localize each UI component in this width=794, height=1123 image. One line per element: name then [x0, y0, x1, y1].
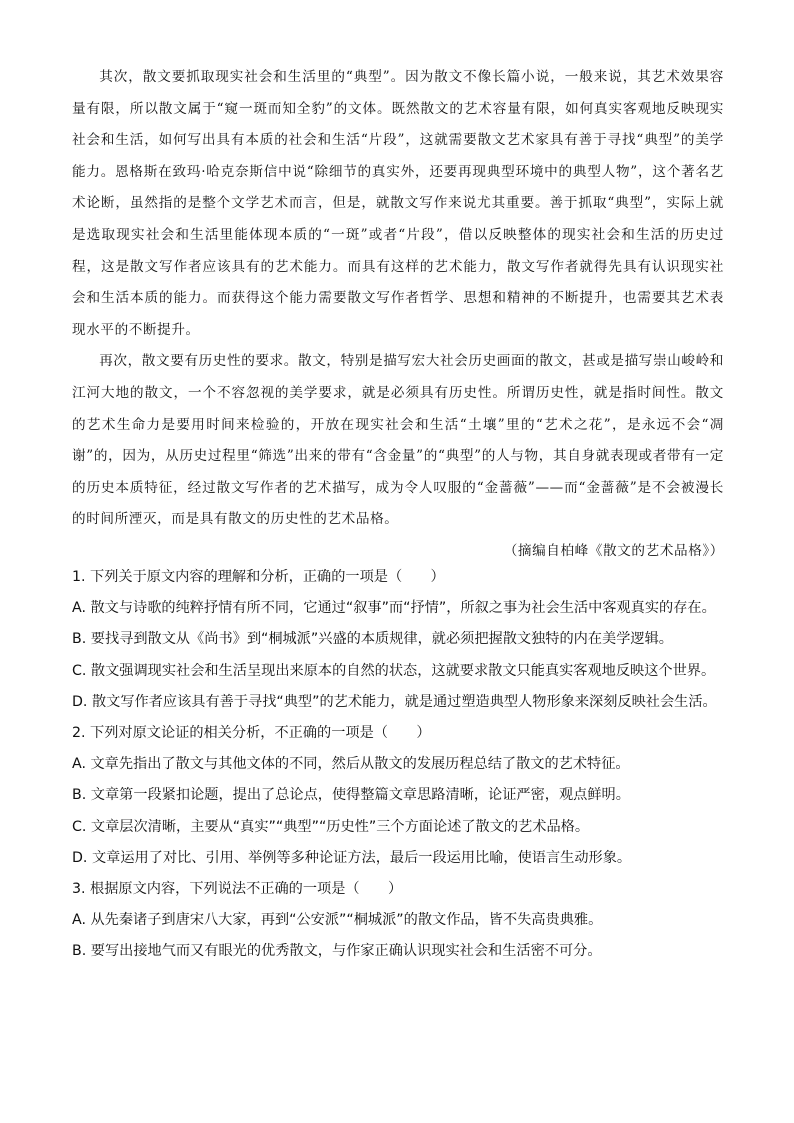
question-block: [72, 718, 726, 874]
option-b: B. 要找寻到散文从《尚书》到“桐城派”兴盛的本质规律，就必须把握散文独特的内在美学逻辑。: [72, 631, 673, 648]
reading-passage: [72, 62, 724, 568]
question-list: [72, 562, 726, 968]
option-d: D. 散文写作者应该具有善于寻找“典型”的艺术能力，就是通过塑造典型人物形象来深刻反映社会生活。: [72, 693, 717, 710]
option-a: A. 散文与诗歌的纯粹抒情有所不同，它通过“叙事”而“抒情”，所叙之事为社会生活中客观真实的存在。: [72, 600, 716, 617]
question-stem: 2. 下列对原文论证的相关分析，不正确的一项是（ ）: [72, 725, 431, 742]
option-a: A. 从先秦诸子到唐宋八大家，再到“公安派”“桐城派”的散文作品，皆不失高贵典雅。: [72, 912, 603, 929]
option-c: C. 文章层次清晰，主要从“真实”“典型”“历史性”三个方面论述了散文的艺术品格。: [72, 818, 590, 835]
option-a: A. 文章先指出了散文与其他文体的不同，然后从散文的发展历程总结了散文的艺术特征。: [72, 756, 630, 773]
question-block: [72, 874, 726, 968]
option-b: B. 文章第一段紧扣论题，提出了总论点，使得整篇文章思路清晰，论证严密，观点鲜明。: [72, 787, 630, 804]
question-stem: 3. 根据原文内容，下列说法不正确的一项是（ ）: [72, 881, 403, 898]
option-b: B. 要写出接地气而又有眼光的优秀散文，与作家正确认识现实社会和生活密不可分。: [72, 943, 602, 960]
option-c: C. 散文强调现实社会和生活呈现出来原本的自然的状态，这就要求散文只能真实客观地反映这个世界。: [72, 662, 716, 679]
question-stem: 1. 下列关于原文内容的理解和分析，正确的一项是（ ）: [72, 569, 445, 585]
passage-paragraph: 再次，散文要有历史性的要求。散文，特别是描写宏大社会历史画面的散文，甚或是描写崇山峻岭和江河大地的散文，一个不容忽视的美学要求，就是必须具有历史性。所谓历史性，就是指时间性。散文的艺术生命力是要用时间来检验的，开放在现实社会和生活“土壤”里的“艺术之花”，是永远不会“凋谢”的，因为，从历史过程里“筛选”出来的带有“含金量”的“典型”的人与物，其自身就表现或者带有一定的历史本质特征，经过散文写作者的艺术描写，成为令人叹服的“金蔷薇”——而“金蔷薇”是不会被漫长的时间所湮灭，而是具有散文的历史性的艺术品格。: [72, 353, 724, 528]
passage-source: （摘编自柏峰《散文的艺术品格》）: [503, 542, 724, 559]
option-d: D. 文章运用了对比、引用、举例等多种论证方法，最后一段运用比喻，使语言生动形象。: [72, 849, 632, 866]
passage-paragraph: 其次，散文要抓取现实社会和生活里的“典型”。因为散文不像长篇小说，一般来说，其艺术效果容量有限，所以散文属于“窥一斑而知全豹”的文体。既然散文的艺术容量有限，如何真实客观地反映现实社会和生活，如何写出具有本质的社会和生活“片段”，这就需要散文艺术家具有善于寻找“典型”的美学能力。恩格斯在致玛·哈克奈斯信中说“除细节的真实外，还要再现典型环境中的典型人物”，这个著名艺术论断，虽然指的是整个文学艺术而言，但是，就散文写作来说尤其重要。善于抓取“典型”，实际上就是选取现实社会和生活里能体现本质的“一斑”或者“片段”，借以反映整体的现实社会和生活的历史过程，这是散文写作者应该具有的艺术能力。而具有这样的艺术能力，散文写作者就得先具有认识现实社会和生活本质的能力。而获得这个能力需要散文写作者哲学、思想和精神的不断提升，也需要其艺术表现水平的不断提升。: [72, 69, 724, 338]
question-block: [72, 562, 726, 718]
